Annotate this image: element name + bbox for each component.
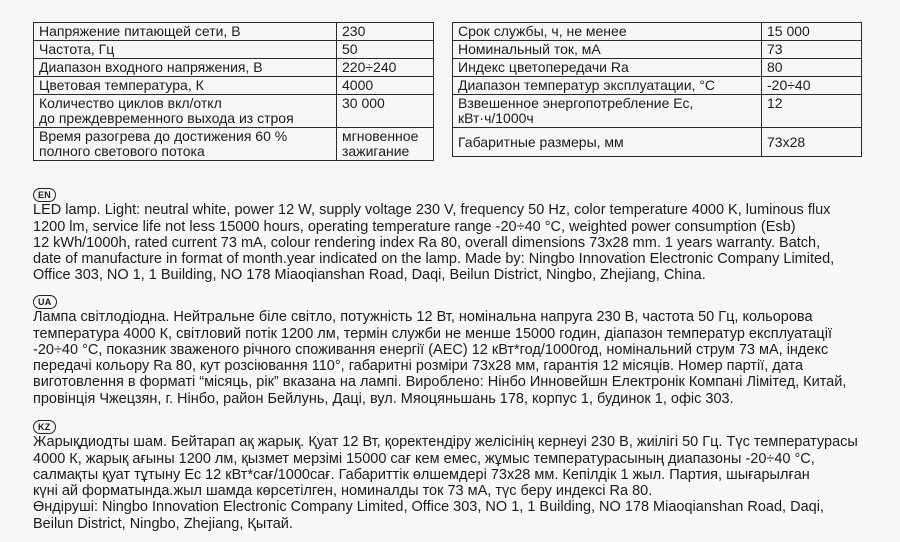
spec-value: 80 [762,59,862,77]
language-badge-kz: KZ [33,420,56,434]
language-badge-ua: UA [33,295,57,309]
spec-value: 30 000 [337,95,434,128]
spec-row [453,95,862,128]
spec-table-right [452,22,862,157]
spec-row [34,128,434,161]
spec-value: -20÷40 [762,77,862,95]
spec-value: мгновенное зажигание [337,128,434,161]
section-text-kz: Жарықдиодты шам. Бейтарап ақ жарық. Қуат 12 Вт, қоректендіру желісінің кернеуі 230 В, жиілігі 50 Гц. Түс температурасы 4000 К, жарық ағыны 1200 лм, қызмет мерзімі 15000 сағ кем емес, жұмыс температурасының диапазоны -20÷40 °С, салмақты қуат тұтыну Ес 12 кВт*сағ/1000сағ. Габариттік өлшемдері 73х28 мм. Кепілдік 1 жыл. Партия, шығарылған күні ай форматында.жыл шамда көрсетілген, номиналды ток 73 мА, түс беру индексі Ra 80. Өндіруші: Ningbo Innovation Electronic Company Limited, Office 303, NO 1, 1 Building, NO 178 Miaoqianshan Road, Daqi, Beilun District, Ningbo, Zhejiang, Қытай. [33,434,858,532]
section-ua [0,293,900,407]
spec-label: Количество циклов вкл/откл до преждевременного выхода из строя [34,95,337,128]
spec-row [453,41,862,59]
spec-value: 73x28 [762,128,862,157]
spec-value: 73 [762,41,862,59]
spec-value: 12 [762,95,862,128]
spec-label: Индекс цветопередачи Ra [453,59,762,77]
spec-row [34,23,434,41]
spec-label: Частота, Гц [34,41,337,59]
spec-row [453,77,862,95]
spec-label: Напряжение питающей сети, В [34,23,337,41]
spec-label: Диапазон входного напряжения, В [34,59,337,77]
spec-row [453,128,862,157]
spec-row [453,59,862,77]
spec-label: Взвешенное энергопотребление Ес, кВт·ч/1000ч [453,95,762,128]
section-en [0,186,900,284]
language-badge-en: EN [33,188,56,202]
spec-table-left [33,22,434,161]
spec-label: Номинальный ток, мА [453,41,762,59]
spec-value: 15 000 [762,23,862,41]
spec-value: 50 [337,41,434,59]
spec-value: 230 [337,23,434,41]
spec-row [34,59,434,77]
section-kz [0,418,900,532]
spec-row [34,41,434,59]
section-text-ua: Лампа світлодіодна. Нейтральне біле світло, потужність 12 Вт, номінальна напруга 230 В, частота 50 Гц, кольорова температура 4000 К, світловий потік 1200 лм, термін служби не менше 15000 годин, діапазон температур експлуатації -20÷40 °С, показник зваженого річного споживання енергії (АЕС) 12 кВт*год/1000год, номінальний струм 73 мА, індекс передачі кольору Ra 80, кут розсіювання 110°, габаритні розміри 73х28 мм, гарантія 12 місяців. Номер партії, дата виготовлення в форматі “місяць, рік” вказана на лампі. Вироблено: Нінбо Инновейшн Електронік Компані Лімітед, Китай, провінція Чжецзян, г. Нінбо, район Бейлунь, Даці, вул. Мяоцяньшань 178, корпус 1, будинок 1, офіс 303. [33,309,847,407]
spec-row [34,77,434,95]
spec-label: Цветовая температура, К [34,77,337,95]
spec-value: 4000 [337,77,434,95]
section-text-en: LED lamp. Light: neutral white, power 12 W, supply voltage 230 V, frequency 50 Hz, color temperature 4000 K, luminous flux 1200 lm, service life not less 15000 hours, operating temperature range -20÷40 °C, weighted power consumption (Esb) 12 kWh/1000h, rated current 73 mA, colour rendering index Ra 80, overall dimensions 73x28 mm. 1 years warranty. Batch, date of manufacture in format of month.year indicated on the lamp. Made by: Ningbo Innovation Electronic Company Limited, Office 303, NO 1, 1 Building, NO 178 Miaoqianshan Road, Daqi, Beilun District, Ningbo, Zhejiang, China. [33,202,835,284]
spec-label: Срок службы, ч, не менее [453,23,762,41]
spec-label: Диапазон температур эксплуатации, °С [453,77,762,95]
spec-label: Время разогрева до достижения 60 % полного светового потока [34,128,337,161]
spec-row [34,95,434,128]
spec-value: 220÷240 [337,59,434,77]
spec-label: Габаритные размеры, мм [453,128,762,157]
spec-row [453,23,862,41]
